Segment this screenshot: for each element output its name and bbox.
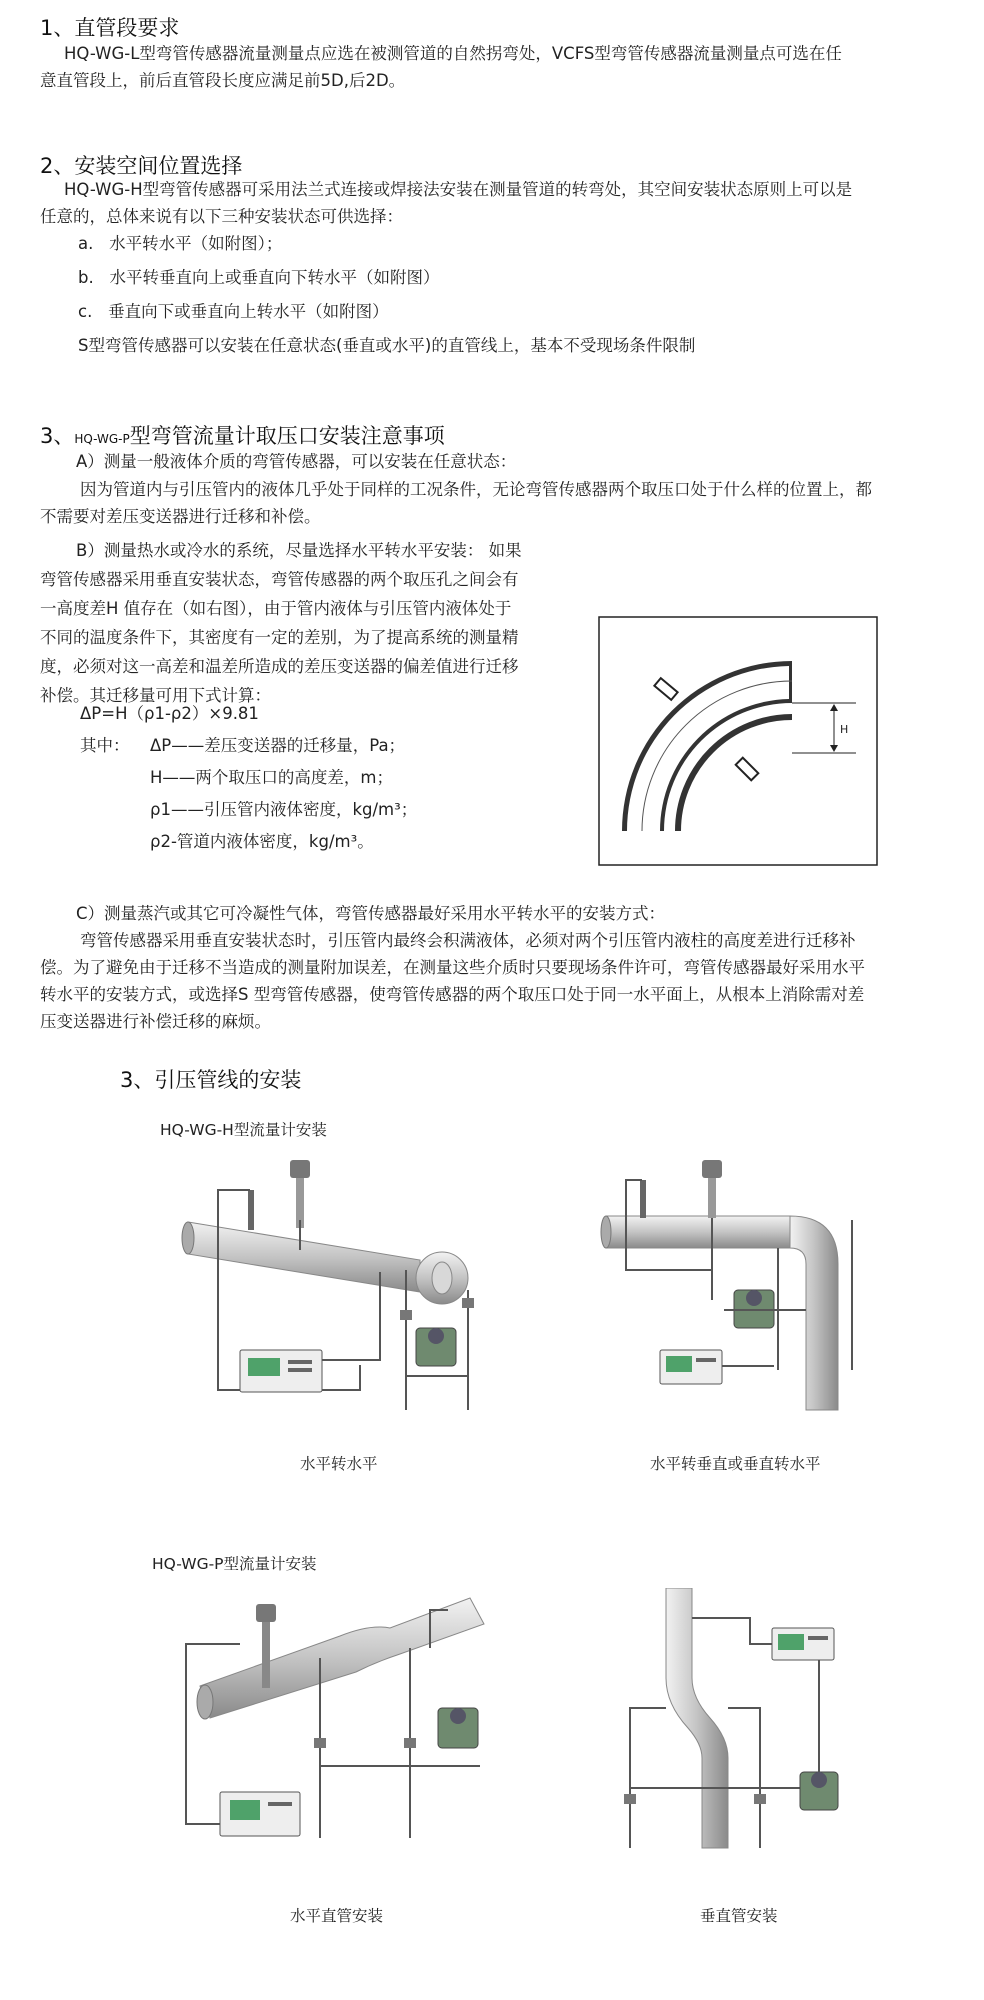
caption-1: 水平转水平 bbox=[300, 1455, 378, 1473]
b-line: 一高度差H 值存在（如右图），由于管内液体与引压管内液体处于 bbox=[40, 599, 512, 618]
display-buttons bbox=[288, 1360, 312, 1364]
display-screen bbox=[248, 1358, 280, 1376]
display-buttons bbox=[808, 1636, 828, 1640]
heading-number: 3、 bbox=[40, 424, 75, 448]
elbow-opening bbox=[432, 1262, 452, 1294]
sensor-head bbox=[702, 1160, 722, 1178]
main-pipe bbox=[606, 1216, 790, 1248]
pipe-end bbox=[197, 1685, 213, 1719]
where-label: 其中： bbox=[80, 736, 130, 755]
section2-note: S型弯管传感器可以安装在任意状态(垂直或水平)的直管线上，基本不受现场条件限制 bbox=[78, 336, 696, 355]
valve bbox=[462, 1298, 474, 1308]
s-vertical-pipe bbox=[666, 1588, 728, 1848]
list-text: 水平转垂直向上或垂直向下转水平（如附图） bbox=[109, 268, 440, 287]
transmitter-head bbox=[811, 1772, 827, 1788]
list-text: 垂直向下或垂直向上转水平（如附图） bbox=[108, 302, 389, 321]
section1-text: HQ-WG-L型弯管传感器流量测量点应选在被测管道的自然拐弯处，VCFS型弯管传感器流量测量点可选在任意直管段上，前后直管段长度应满足前5D,后2D。 bbox=[40, 44, 842, 90]
p-install-title: HQ-WG-P型流量计安装 bbox=[152, 1555, 317, 1573]
formula: ΔP=H（ρ1-ρ2）×9.81 bbox=[80, 704, 259, 723]
caption-3: 水平直管安装 bbox=[290, 1907, 384, 1925]
section3-c-title: C）测量蒸汽或其它可冷凝性气体，弯管传感器最好采用水平转水平的安装方式： bbox=[76, 904, 666, 923]
list-text: 水平转水平（如附图）； bbox=[109, 234, 283, 253]
section2-text: HQ-WG-H型弯管传感器可采用法兰式连接或焊接法安装在测量管道的转弯处，其空间安装状态原则上可以是任意的，总体来说有以下三种安装状态可供选择： bbox=[40, 180, 853, 226]
impulse-line-left bbox=[630, 1708, 666, 1848]
valve bbox=[754, 1794, 766, 1804]
tap-stem bbox=[248, 1190, 254, 1230]
elbow-down-pipe bbox=[790, 1216, 838, 1410]
list-letter: c. bbox=[78, 302, 93, 321]
transmitter-head bbox=[746, 1290, 762, 1306]
def-delta-p: ΔP——差压变送器的迁移量，Pa； bbox=[150, 736, 406, 755]
valve bbox=[624, 1794, 636, 1804]
figure-horizontal-to-vertical bbox=[600, 1160, 890, 1420]
signal-cable bbox=[320, 1272, 380, 1360]
valve bbox=[314, 1738, 326, 1748]
figure-vertical-pipe bbox=[610, 1588, 890, 1858]
section3-c-text: 弯管传感器采用垂直安装状态时，引压管内最终会积满液体，必须对两个引压管内液柱的高度差进行迁移补偿。为了避免由于迁移不当造成的测量附加误差，在测量这些介质时只要现场条件许可，弯管传感器最好采用水平转水平的安装方式，或选择S 型弯管传感器，使弯管传感器的两个取压口处于同一水平面上，从根本上消除需对差压变送器进行补偿迁移的麻烦。 bbox=[40, 931, 865, 1031]
heading-model: HQ-WG-P bbox=[74, 432, 130, 446]
b-line: 不同的温度条件下，其密度有一定的差别，为了提高系统的测量精 bbox=[40, 628, 519, 647]
elbow-height-diagram bbox=[598, 616, 878, 866]
valve bbox=[400, 1310, 412, 1320]
section1-heading: 1、直管段要求 bbox=[40, 16, 180, 40]
section3-b-text bbox=[40, 536, 600, 710]
list-letter: a. bbox=[78, 234, 94, 253]
pipe-end bbox=[182, 1222, 194, 1254]
display-buttons bbox=[268, 1802, 292, 1806]
figure-horizontal-to-horizontal bbox=[180, 1160, 510, 1420]
list-item-c bbox=[78, 298, 389, 325]
section3-a-text: 因为管道内与引压管内的液体几乎处于同样的工况条件，无论弯管传感器两个取压口处于什么样的位置上，都不需要对差压变送器进行迁移和补偿。 bbox=[40, 480, 872, 526]
s-pipe bbox=[200, 1598, 484, 1718]
h-label: H bbox=[840, 723, 849, 736]
caption-4: 垂直管安装 bbox=[700, 1907, 778, 1925]
list-item-a bbox=[78, 230, 282, 257]
display-screen bbox=[778, 1634, 804, 1650]
display-buttons bbox=[288, 1368, 312, 1372]
heading-title: 型弯管流量计取压口安装注意事项 bbox=[129, 424, 445, 448]
display-screen bbox=[230, 1800, 260, 1820]
h-install-title: HQ-WG-H型流量计安装 bbox=[160, 1121, 327, 1139]
b-line: 度，必须对这一高差和温差所造成的差压变送器的偏差值进行迁移 bbox=[40, 657, 519, 676]
sensor-stem bbox=[262, 1618, 270, 1688]
section2-heading: 2、安装空间位置选择 bbox=[40, 154, 243, 178]
section4-heading: 3、引压管线的安装 bbox=[120, 1068, 302, 1092]
tap-stem bbox=[640, 1180, 646, 1218]
section3-a-title: A）测量一般液体介质的弯管传感器，可以安装在任意状态： bbox=[76, 452, 517, 471]
b-line: B）测量热水或冷水的系统，尽量选择水平转水平安装： 如果 bbox=[76, 541, 522, 560]
transmitter-head bbox=[450, 1708, 466, 1724]
impulse-line-right bbox=[728, 1708, 760, 1848]
signal-cable bbox=[692, 1618, 772, 1644]
figure-horizontal-straight bbox=[180, 1588, 510, 1858]
display-buttons bbox=[696, 1358, 716, 1362]
transmitter-head bbox=[428, 1328, 444, 1344]
def-rho1: ρ1——引压管内液体密度，kg/m³； bbox=[150, 800, 418, 819]
def-h: H——两个取压口的高度差，m； bbox=[150, 768, 393, 787]
valve bbox=[404, 1738, 416, 1748]
sensor-head bbox=[256, 1604, 276, 1622]
section3-heading bbox=[40, 420, 445, 450]
list-letter: b. bbox=[78, 268, 94, 287]
display-screen bbox=[666, 1356, 692, 1372]
list-item-b bbox=[78, 264, 439, 291]
main-pipe bbox=[188, 1222, 420, 1292]
b-line: 弯管传感器采用垂直安装状态，弯管传感器的两个取压孔之间会有 bbox=[40, 570, 519, 589]
b-line: 补偿。其迁移量可用下式计算： bbox=[40, 686, 271, 705]
sensor-stem bbox=[708, 1178, 716, 1218]
def-rho2: ρ2-管道内液体密度，kg/m³。 bbox=[150, 832, 374, 851]
caption-2: 水平转垂直或垂直转水平 bbox=[650, 1455, 821, 1473]
pipe-end bbox=[601, 1216, 611, 1248]
sensor-head bbox=[290, 1160, 310, 1178]
